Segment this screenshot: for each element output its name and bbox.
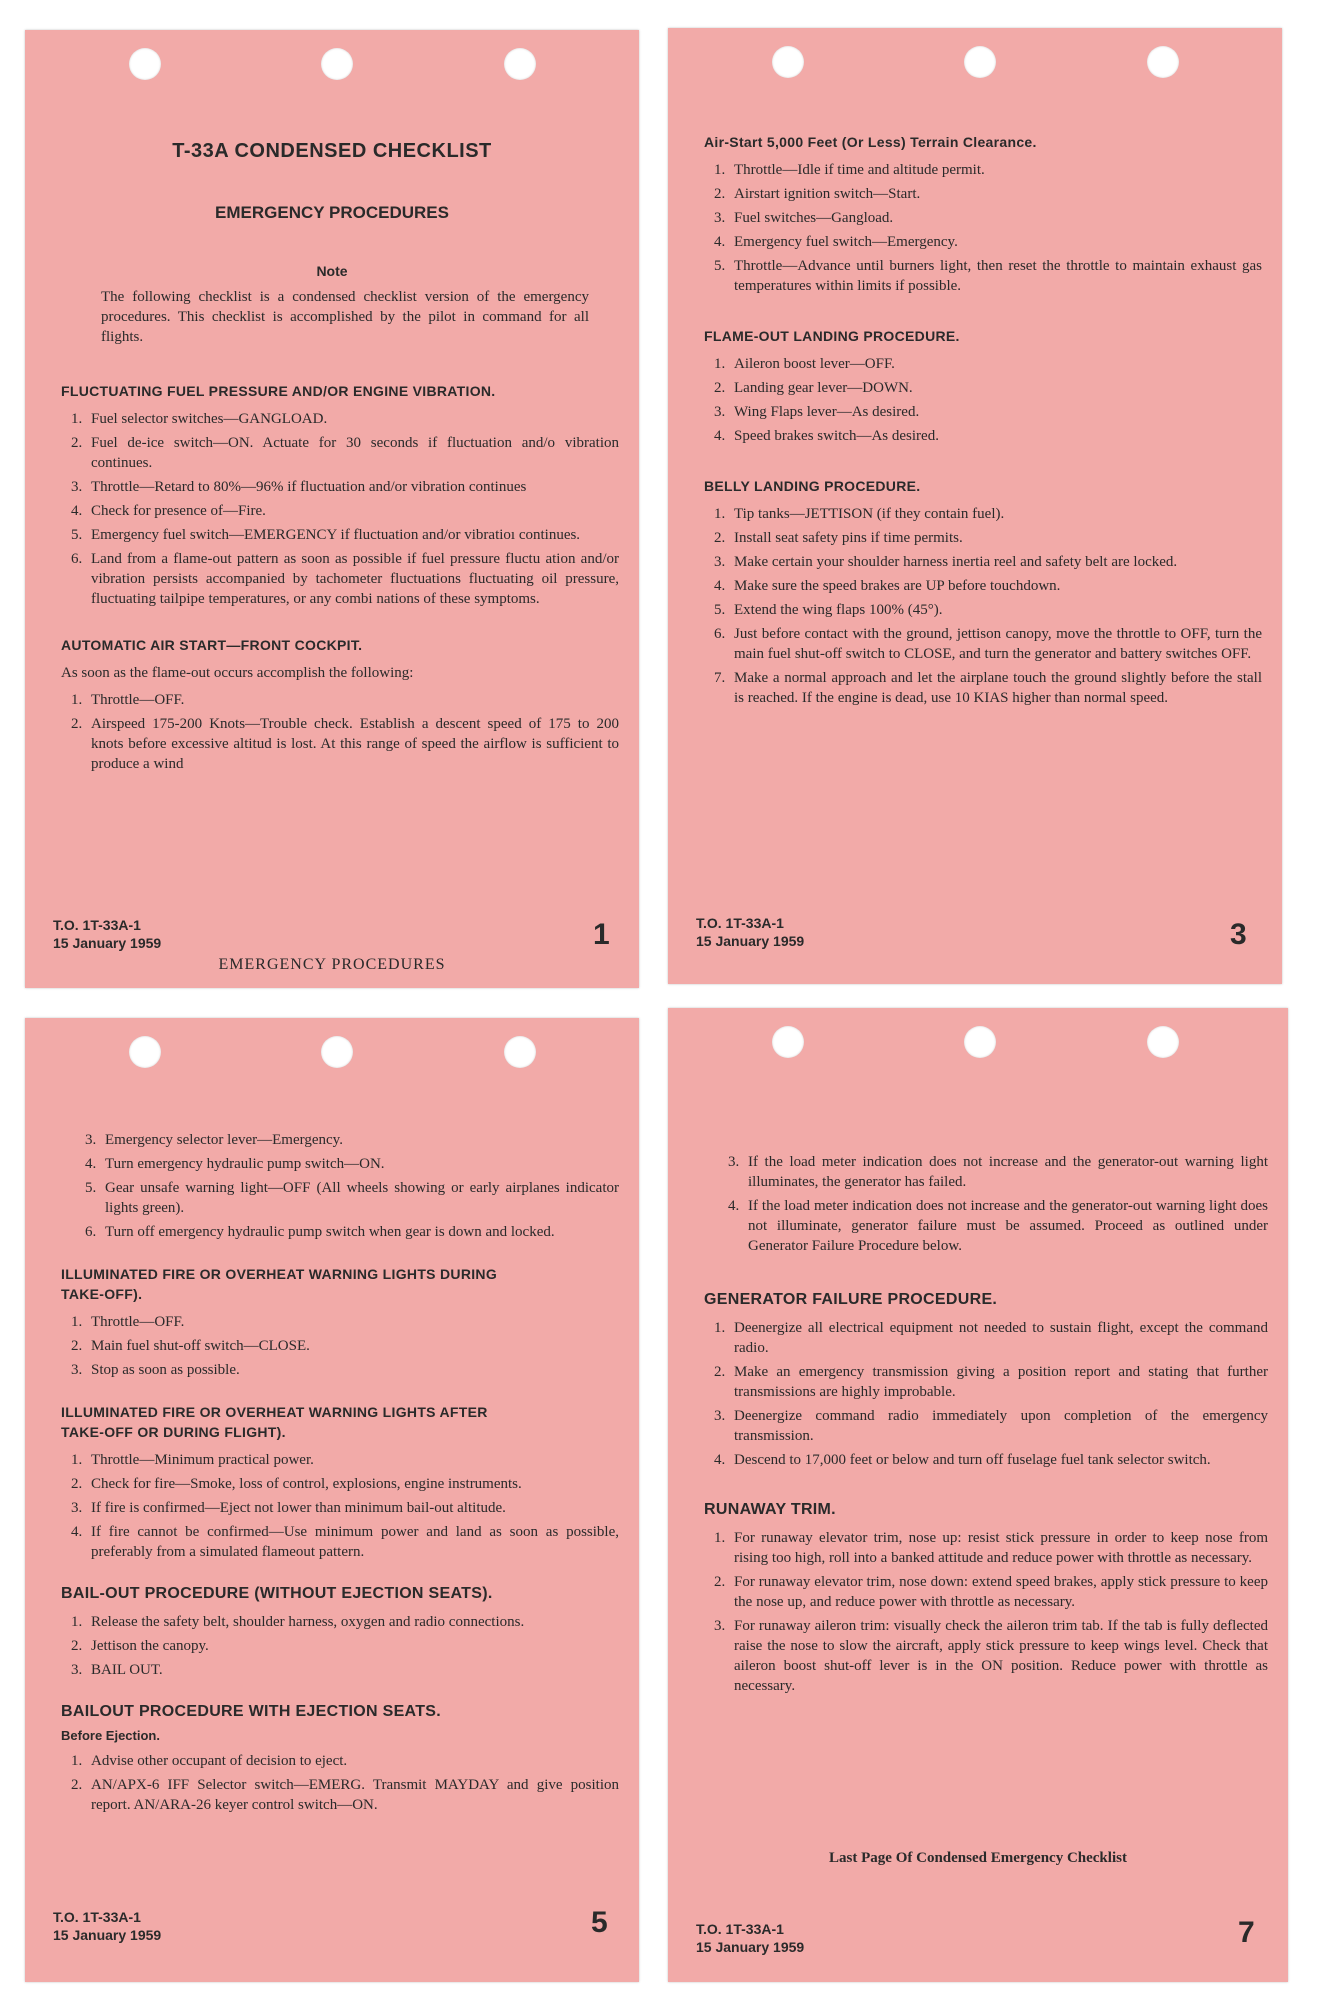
list-item: 4. If fire cannot be confirmed—Use minimum power and land as soon as possible, preferably from a simulated flameout pattern. [71,1524,619,1560]
list-item: 4. If the load meter indication does not increase and the generator-out warning light does not illuminate, generator failure must be assumed. Proceed as outlined under Generator Failure Procedure below. [728,1198,1268,1254]
list-item: 1. Aileron boost lever—OFF. [714,356,895,372]
bottom-label: EMERGENCY PROCEDURES [218,956,446,973]
procedure-list [61,409,619,609]
list-item: 2. Check for fire—Smoke, loss of control, explosions, engine instruments. [71,1476,522,1492]
tech-order-number: T.O. 1T-33A-1 [696,1921,784,1937]
checklist-card-page-3 [668,28,1282,984]
section-heading: BELLY LANDING PROCEDURE. [704,478,921,494]
footer-date: 15 January 1959 [696,933,805,949]
list-item: 4. Turn emergency hydraulic pump switch—ON. [85,1156,385,1172]
list-item: 2. AN/APX-6 IFF Selector switch—EMERG. Transmit MAYDAY and give position report. AN/ARA-26 keyer control switch—ON. [71,1777,619,1813]
punch-hole [772,1026,804,1058]
list-item: 5. Gear unsafe warning light—OFF (All wheels showing or early airplanes indicator lights green). [85,1180,619,1216]
procedure-list [61,1312,619,1380]
list-item: 1. Throttle—Minimum practical power. [71,1452,314,1468]
punch-hole [1147,1026,1179,1058]
tech-order-number: T.O. 1T-33A-1 [53,917,141,933]
section-heading: RUNAWAY TRIM. [704,1501,836,1518]
list-item: 5. Throttle—Advance until burners light, then reset the throttle to maintain exhaust gas temperatures within limits if possible. [714,258,1262,294]
list-item: 1. For runaway elevator trim, nose up: resist stick pressure in order to keep nose from rising too high, roll into a banked attitude and reduce power with throttle as necessary. [714,1530,1268,1566]
punch-hole [504,1036,536,1068]
list-item: 1. Fuel selector switches—GANGLOAD. [71,411,328,427]
section-heading: FLUCTUATING FUEL PRESSURE AND/OR ENGINE VIBRATION. [61,383,496,399]
footer-date: 15 January 1959 [53,1927,162,1943]
list-item: 3. If the load meter indication does not increase and the generator-out warning light illuminates, the generator has failed. [728,1154,1268,1190]
tech-order-number: T.O. 1T-33A-1 [53,1909,141,1925]
punch-hole [1147,46,1179,78]
page-number: 1 [593,918,610,951]
list-item: 1. Release the safety belt, shoulder harness, oxygen and radio connections. [71,1614,525,1630]
section-subtitle: EMERGENCY PROCEDURES [215,203,449,222]
list-item: 4. Make sure the speed brakes are UP before touchdown. [714,578,1061,594]
list-item: 3. Make certain your shoulder harness inertia reel and safety belt are locked. [714,554,1178,570]
list-item: 5. Emergency fuel switch—EMERGENCY if fluctuation and/or vibratioı continues. [71,527,581,543]
punch-hole [504,48,536,80]
checklist-card-page-7 [668,1008,1288,1982]
list-item: 2. Main fuel shut-off switch—CLOSE. [71,1338,310,1354]
page-number: 3 [1230,918,1247,951]
note-heading: Note [316,263,348,279]
footer-date: 15 January 1959 [696,1939,805,1955]
list-item: 2. Install seat safety pins if time permits. [714,530,963,546]
page-number: 5 [591,1906,608,1939]
list-item: 2. Landing gear lever—DOWN. [714,380,913,396]
footer-date: 15 January 1959 [53,935,162,951]
list-item: 2. Jettison the canopy. [71,1638,209,1654]
last-page-label: Last Page Of Condensed Emergency Checklist [829,1850,1127,1866]
list-item: 1. Throttle—Idle if time and altitude permit. [714,162,985,178]
section-heading: Air-Start 5,000 Feet (Or Less) Terrain Clearance. [704,134,1037,150]
procedure-list [61,1450,619,1562]
punch-hole [129,1036,161,1068]
list-item: 6. Land from a flame-out pattern as soon as possible if fuel pressure fluctu ation and/or vibration persists accompanied by tachometer fluctuations fluctuating oil pressure, fluctuating tailpipe temperatures, or any combi nations of these symptoms. [71,551,619,607]
page-number: 7 [1238,1916,1255,1949]
procedure-list [75,1130,619,1242]
procedure-list [704,354,1262,446]
punch-hole [321,48,353,80]
list-item: 2. Make an emergency transmission giving a position report and stating that further transmissions are highly improbable. [714,1364,1268,1400]
list-item: 3. For runaway aileron trim: visually check the aileron trim tab. If the tab is fully deflected raise the nose to slow the aircraft, apply stick pressure to keep wings level. Check that aileron boost shut-off lever is in the ON position. Reduce power with throttle as necessary. [714,1618,1268,1694]
procedure-list [718,1152,1268,1256]
list-item: 4. Speed brakes switch—As desired. [714,428,939,444]
tech-order-number: T.O. 1T-33A-1 [696,915,784,931]
section-intro: As soon as the flame-out occurs accomplish the following: [61,665,414,681]
footer [696,914,804,950]
punch-hole [964,46,996,78]
punch-hole [964,1026,996,1058]
punch-hole [772,46,804,78]
section-heading: ILLUMINATED FIRE OR OVERHEAT WARNING LIGHTS DURING TAKE-OFF). [61,1266,498,1302]
list-item: 5. Extend the wing flaps 100% (45°). [714,602,943,618]
list-item: 6. Turn off emergency hydraulic pump switch when gear is down and locked. [85,1224,555,1240]
footer [696,1920,804,1956]
checklist-card-page-5 [25,1018,639,1982]
procedure-list [704,504,1262,708]
list-item: 1. Deenergize all electrical equipment not needed to sustain flight, except the command radio. [714,1320,1268,1356]
section-heading: GENERATOR FAILURE PROCEDURE. [704,1291,998,1308]
list-item: 3. If fire is confirmed—Eject not lower than minimum bail-out altitude. [71,1500,506,1516]
section-heading: AUTOMATIC AIR START—FRONT COCKPIT. [61,637,363,653]
list-item: 4. Descend to 17,000 feet or below and turn off fuselage fuel tank selector switch. [714,1452,1211,1468]
section-heading: BAILOUT PROCEDURE WITH EJECTION SEATS. [61,1703,442,1720]
procedure-list [704,1318,1268,1470]
note-text: The following checklist is a condensed checklist version of the emergency procedures. This checklist is accomplished by the pilot in command for all flights. [101,289,589,345]
list-item: 1. Throttle—OFF. [71,1314,185,1330]
list-item: 2. Airstart ignition switch—Start. [714,186,921,202]
procedure-list [704,1528,1268,1696]
footer [53,916,161,952]
footer [53,1908,161,1944]
section-subheading: Before Ejection. [61,1728,160,1743]
list-item: 7. Make a normal approach and let the airplane touch the ground slightly before the stall is reached. If the engine is dead, use 10 KIAS higher than normal speed. [714,670,1262,706]
list-item: 1. Tip tanks—JETTISON (if they contain fuel). [714,506,1005,522]
list-item: 3. Throttle—Retard to 80%—96% if fluctuation and/or vibration continues [71,479,527,495]
punch-hole [321,1036,353,1068]
list-item: 3. Deenergize command radio immediately upon completion of the emergency transmission. [714,1408,1268,1444]
list-item: 6. Just before contact with the ground, jettison canopy, move the throttle to OFF, turn the main fuel shut-off switch to CLOSE, and turn the generator and battery switches OFF. [714,626,1262,662]
section-heading: ILLUMINATED FIRE OR OVERHEAT WARNING LIGHTS AFTER TAKE-OFF OR DURING FLIGHT). [61,1404,488,1440]
list-item: 2. Fuel de-ice switch—ON. Actuate for 30 seconds if fluctuation and/o vibration continues. [71,435,619,471]
list-item: 3. Fuel switches—Gangload. [714,210,894,226]
list-item: 3. BAIL OUT. [71,1662,163,1678]
list-item: 2. Airspeed 175-200 Knots—Trouble check. Establish a descent speed of 175 to 200 knots before excessive altitud is lost. At this range of speed the airflow is sufficient to produce a wind [71,716,619,772]
checklist-card-page-1 [25,30,639,988]
list-item: 4. Check for presence of—Fire. [71,503,266,519]
list-item: 3. Stop as soon as possible. [71,1362,240,1378]
procedure-list [61,690,619,774]
list-item: 1. Throttle—OFF. [71,692,185,708]
list-item: 4. Emergency fuel switch—Emergency. [714,234,958,250]
list-item: 1. Advise other occupant of decision to eject. [71,1753,348,1769]
procedure-list [61,1612,619,1680]
procedure-list [61,1751,619,1815]
punch-hole [129,48,161,80]
section-heading: FLAME-OUT LANDING PROCEDURE. [704,328,960,344]
section-heading: BAIL-OUT PROCEDURE (WITHOUT EJECTION SEATS). [61,1585,493,1602]
procedure-list [704,160,1262,296]
list-item: 3. Wing Flaps lever—As desired. [714,404,920,420]
list-item: 3. Emergency selector lever—Emergency. [85,1132,343,1148]
list-item: 2. For runaway elevator trim, nose down: extend speed brakes, apply stick pressure to keep the nose up, and reduce power with throttle as necessary. [714,1574,1268,1610]
checklist-title: T-33A CONDENSED CHECKLIST [172,140,492,162]
